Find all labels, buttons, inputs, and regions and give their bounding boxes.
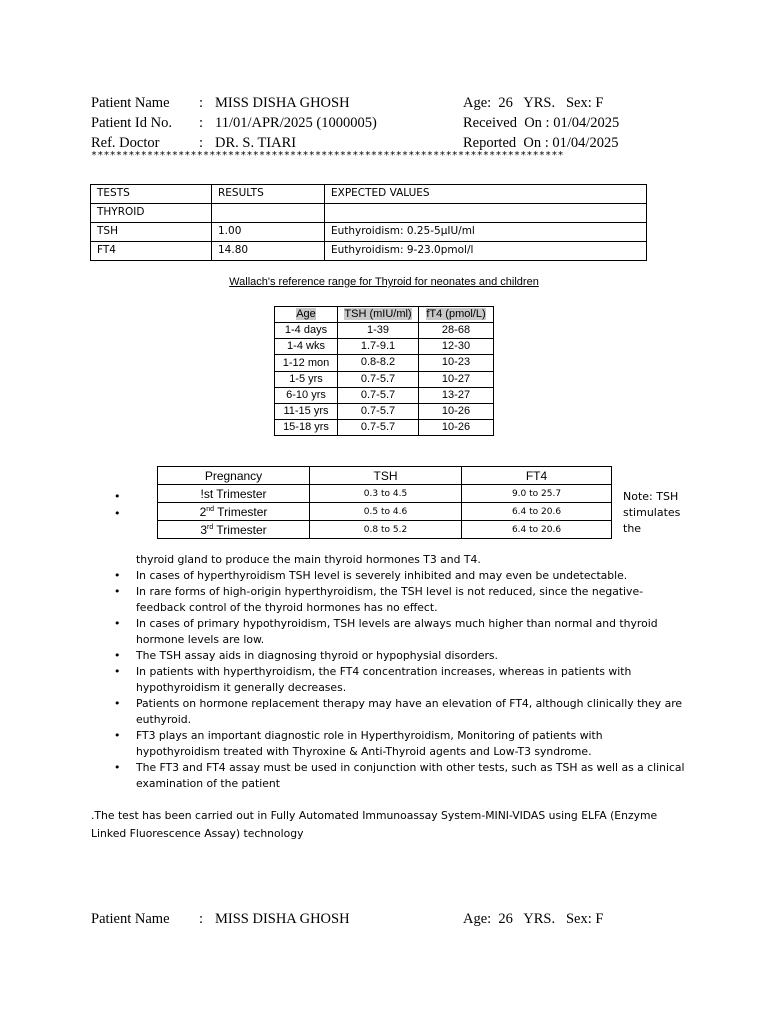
bullet-icon: • [114, 585, 121, 598]
trimester-cell [158, 521, 310, 539]
colon: : [199, 95, 204, 111]
note-text: Note: TSH stimulates the [623, 490, 681, 535]
trimester-number: 3 [200, 522, 208, 537]
table-cell: 15-18 yrs [275, 420, 338, 436]
header-cell [275, 307, 338, 323]
trimester-number: 2 [199, 504, 207, 519]
table-cell: 28-68 [419, 323, 494, 339]
patient-name-label: Patient Name [91, 911, 170, 927]
list-item [114, 728, 688, 760]
patient-id-label: Patient Id No. [91, 115, 172, 131]
table-cell: 0.8-8.2 [338, 355, 419, 372]
table-row [91, 242, 647, 261]
list-item [114, 760, 688, 792]
bullet-icon: • [114, 507, 121, 520]
reported-date: Reported On : 01/04/2025 [463, 135, 619, 151]
table-row [158, 485, 612, 503]
list-item-text: FT3 plays an important diagnostic role in Hyperthyroidism, Monitoring of patients with hypothyroidism treated with Thyroxine & Anti-Thyroid agents and Low-T3 syndrome. [136, 729, 603, 758]
table-cell: 0.7-5.7 [338, 404, 419, 420]
list-item [114, 648, 688, 664]
list-item [114, 696, 688, 728]
table-cell: 10-26 [419, 404, 494, 420]
table-cell: 10-23 [419, 355, 494, 372]
table-cell: 0.7-5.7 [338, 372, 419, 388]
header-cell: FT4 [462, 467, 612, 485]
results-table [90, 184, 647, 261]
table-cell: 1-39 [338, 323, 419, 339]
table-row [275, 323, 494, 339]
header-text: fT4 (pmol/L) [426, 308, 486, 320]
table-row [275, 372, 494, 388]
table-row [275, 355, 494, 372]
wallach-table [274, 306, 494, 436]
table-cell: 0.7-5.7 [338, 388, 419, 404]
bullet-icon: • [114, 665, 121, 678]
table-row [91, 204, 647, 223]
table-header-row [275, 307, 494, 323]
bullet-icon: • [114, 569, 121, 582]
table-cell: 13-27 [419, 388, 494, 404]
received-date: Received On : 01/04/2025 [463, 115, 620, 131]
table-header-row [158, 467, 612, 485]
table-cell: 6-10 yrs [275, 388, 338, 404]
table-cell [325, 204, 647, 223]
patient-id-value: 11/01/APR/2025 (1000005) [215, 115, 377, 131]
table-cell: 0.7-5.7 [338, 420, 419, 436]
table-cell: 6.4 to 20.6 [462, 521, 612, 539]
bullet-icon: • [114, 617, 121, 630]
colon: : [199, 115, 204, 131]
table-header-row [91, 185, 647, 204]
table-row [275, 388, 494, 404]
colon: : [199, 911, 204, 927]
table-cell [212, 204, 325, 223]
table-cell: 10-26 [419, 420, 494, 436]
table-cell: 1.00 [212, 223, 325, 242]
ref-doctor-value: DR. S. TIARI [215, 135, 297, 151]
list-item-text: In cases of hyperthyroidism TSH level is severely inhibited and may even be undetectable. [136, 569, 628, 582]
list-item-text: In cases of primary hypothyroidism, TSH levels are always much higher than normal and thyroid hormone levels are low. [136, 617, 658, 646]
table-cell: 6.4 to 20.6 [462, 503, 612, 521]
patient-name-value: MISS DISHA GHOSH [215, 911, 350, 927]
table-row [158, 521, 612, 539]
bullet-icon: • [114, 697, 121, 710]
table-cell: 9.0 to 25.7 [462, 485, 612, 503]
table-cell: 1-12 mon [275, 355, 338, 372]
age-sex: Age: 26 YRS. Sex: F [463, 911, 604, 927]
list-item-text: In rare forms of high-origin hyperthyroidism, the TSH level is not reduced, since the negative-feedback control of the thyroid hormones has no effect. [136, 585, 643, 614]
table-cell: TSH [91, 223, 212, 242]
table-row [275, 404, 494, 420]
table-cell: Euthyroidism: 9-23.0pmol/l [325, 242, 647, 261]
colon: : [199, 135, 204, 151]
age-sex: Age: 26 YRS. Sex: F [463, 95, 604, 111]
ordinal-suffix: rd [207, 523, 214, 531]
list-item-text: The FT3 and FT4 assay must be used in conjunction with other tests, such as TSH as well as a clinical examination of the patient [136, 761, 685, 790]
table-cell: FT4 [91, 242, 212, 261]
header-text: Age [296, 308, 316, 320]
star-divider: **************************************************************************** [91, 150, 564, 161]
list-item [114, 584, 688, 616]
bullet-icon: • [114, 729, 121, 742]
header-cell: RESULTS [212, 185, 325, 204]
list-item-text: Patients on hormone replacement therapy may have an elevation of FT4, although clinically they are euthyroid. [136, 697, 683, 726]
list-item: thyroid gland to produce the main thyroid hormones T3 and T4. [136, 553, 481, 566]
table-cell: 11-15 yrs [275, 404, 338, 420]
list-item [114, 616, 688, 648]
table-cell: 10-27 [419, 372, 494, 388]
table-cell: 14.80 [212, 242, 325, 261]
table-row [275, 420, 494, 436]
trimester-cell [158, 485, 310, 503]
header-cell: Pregnancy [158, 467, 310, 485]
notes-list [114, 552, 688, 792]
header-cell: TSH [310, 467, 462, 485]
bullet-icon: • [114, 649, 121, 662]
trimester-label: !st Trimester [200, 486, 267, 501]
table-cell: 0.8 to 5.2 [310, 521, 462, 539]
ordinal-suffix: nd [206, 505, 215, 513]
bullet-icon: • [114, 761, 121, 774]
patient-name-label: Patient Name [91, 95, 170, 111]
table-cell: 0.3 to 4.5 [310, 485, 462, 503]
list-item [114, 664, 688, 696]
header-cell: TESTS [91, 185, 212, 204]
wallach-title: Wallach's reference range for Thyroid for neonates and children [229, 276, 539, 288]
table-cell: 1-4 days [275, 323, 338, 339]
trimester-cell [158, 503, 310, 521]
table-row [158, 503, 612, 521]
table-cell: 1-5 yrs [275, 372, 338, 388]
list-item [114, 568, 688, 584]
header-cell [419, 307, 494, 323]
patient-name-value: MISS DISHA GHOSH [215, 95, 350, 111]
ref-doctor-label: Ref. Doctor [91, 135, 160, 151]
header-text: TSH (mIU/ml) [344, 308, 412, 320]
table-cell: Euthyroidism: 0.25-5µIU/ml [325, 223, 647, 242]
table-row [91, 223, 647, 242]
table-cell: 1-4 wks [275, 339, 338, 355]
bullet-icon: • [114, 490, 121, 503]
list-item-text: The TSH assay aids in diagnosing thyroid or hypophysial disorders. [136, 649, 498, 662]
method-note: .The test has been carried out in Fully Automated Immunoassay System-MINI-VIDAS using ELFA (Enzyme Linked Fluorescence Assay) technology [91, 809, 658, 840]
header-cell [338, 307, 419, 323]
trimester-label: Trimester [213, 522, 267, 537]
table-row [275, 339, 494, 355]
table-cell: 12-30 [419, 339, 494, 355]
trimester-label: Trimester [214, 504, 268, 519]
header-cell: EXPECTED VALUES [325, 185, 647, 204]
list-item-text: In patients with hyperthyroidism, the FT4 concentration increases, whereas in patients with hypothyroidism it generally decreases. [136, 665, 632, 694]
table-cell: THYROID [91, 204, 212, 223]
table-cell: 0.5 to 4.6 [310, 503, 462, 521]
table-cell: 1.7-9.1 [338, 339, 419, 355]
pregnancy-table [157, 466, 612, 539]
